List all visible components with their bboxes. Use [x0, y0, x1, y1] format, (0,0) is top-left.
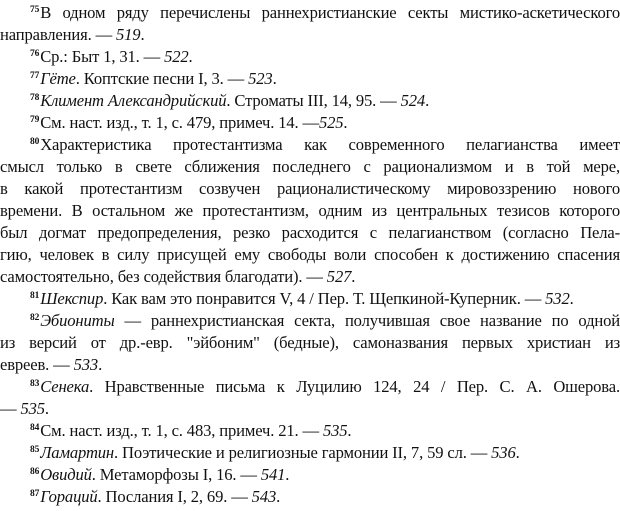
italic-text: 533: [73, 355, 99, 374]
text-segment: —: [0, 399, 21, 418]
italic-text: 535: [20, 399, 45, 418]
footnote-line: [0, 90, 620, 112]
footnote-number: 76: [30, 49, 40, 59]
text-segment: В одном ряду перечислены раннехристианские секты мистико-аскетического: [40, 3, 620, 22]
text-segment: .: [188, 47, 193, 66]
footnote-line: [0, 156, 620, 178]
footnote: [0, 486, 620, 508]
text-segment: . Послания I, 2, 69. —: [97, 487, 252, 506]
italic-text: 527: [326, 267, 352, 286]
footnote-line: [0, 288, 620, 310]
footnote-line: [0, 486, 620, 508]
text-segment: . Коптские песни I, 3. —: [75, 69, 249, 88]
italic-text: 522: [164, 47, 189, 66]
text-segment: времени. В остальном же протестантизм, одним из центральных тезисов которого: [0, 201, 620, 220]
text-segment: .: [285, 465, 290, 484]
text-segment: самостоятельно, без содействия благодати). —: [0, 267, 327, 286]
footnote: [0, 46, 620, 68]
footnote: [0, 442, 620, 464]
footnote-line: [0, 332, 620, 354]
text-segment: . Метаморфозы I, 16. —: [91, 465, 261, 484]
footnote-number: 81: [30, 291, 40, 301]
italic-text: Ламартин: [40, 443, 115, 462]
footnote: [0, 464, 620, 486]
italic-text: 541: [260, 465, 286, 484]
text-segment: гию, человек в силу присущей ему свободы воли способен к достижению спасения: [0, 245, 620, 264]
text-segment: .: [276, 487, 281, 506]
italic-text: Сенека: [40, 377, 90, 396]
footnote-number: 78: [30, 93, 40, 103]
text-segment: в какой протестантизм созвучен рационалистическому мировоззрению нового: [0, 179, 620, 198]
italic-text: Климент Александрийский: [40, 91, 227, 110]
footnote-line: [0, 112, 620, 134]
footnote-line: [0, 178, 620, 200]
italic-text: Гораций: [40, 487, 98, 506]
footnote-number: 80: [30, 137, 40, 147]
italic-text: Шекспир: [40, 289, 104, 308]
footnote-line: [0, 244, 620, 266]
footnote-number: 86: [30, 467, 40, 477]
footnote-number: 79: [30, 115, 40, 125]
footnote: [0, 112, 620, 134]
text-segment: .: [425, 91, 430, 110]
text-segment: из версий от др.-евр. "эйбоним" (бедные), самоназвания первых христиан из: [0, 333, 620, 352]
footnote-number: 75: [30, 5, 40, 15]
text-segment: См. наст. изд., т. 1, с. 479, примеч. 14. —: [40, 113, 319, 132]
text-segment: . Нравственные письма к Луцилию 124, 24 / Пер. С. А. Ошерова.: [89, 377, 620, 396]
footnote-number: 77: [30, 71, 40, 81]
text-segment: Характеристика протестантизма как современного пелагианства имеет: [40, 135, 620, 154]
footnote-line: [0, 376, 620, 398]
text-segment: .: [272, 69, 277, 88]
text-segment: .: [515, 443, 520, 462]
text-segment: . Поэтические и религиозные гармонии II, 7, 59 сл. —: [114, 443, 492, 462]
footnote: [0, 420, 620, 442]
italic-text: 519: [116, 25, 141, 44]
footnote-line: [0, 2, 620, 24]
footnote: [0, 288, 620, 310]
text-segment: смысл только в свете сближения последнего с рационализмом и в той мере,: [0, 157, 620, 176]
footnote: [0, 90, 620, 112]
footnote-line: [0, 200, 620, 222]
text-segment: .: [343, 113, 348, 132]
footnote: [0, 310, 620, 376]
footnote: [0, 134, 620, 288]
italic-text: 525: [318, 113, 344, 132]
footnote-number: 85: [30, 445, 40, 455]
text-segment: .: [569, 289, 574, 308]
footnote-number: 83: [30, 379, 40, 389]
footnote-line: [0, 354, 620, 376]
footnote-line: [0, 24, 620, 46]
footnote-number: 84: [30, 423, 40, 433]
footnote-line: [0, 398, 620, 420]
text-segment: См. наст. изд., т. 1, с. 483, примеч. 21. —: [40, 421, 323, 440]
text-segment: . Строматы III, 14, 95. —: [226, 91, 401, 110]
footnote: [0, 2, 620, 46]
text-segment: — раннехристианская секта, получившая свое название по одной: [114, 311, 620, 330]
footnote: [0, 68, 620, 90]
text-segment: .: [44, 399, 49, 418]
text-segment: был догмат предопределения, резко расходится с пелагианством (согласно Пела-: [0, 223, 620, 242]
text-segment: евреев. —: [0, 355, 74, 374]
text-segment: Ср.: Быт 1, 31. —: [40, 47, 165, 66]
footnote-line: [0, 310, 620, 332]
footnote: [0, 376, 620, 420]
footnote-line: [0, 68, 620, 90]
text-segment: .: [351, 267, 356, 286]
italic-text: Овидий: [40, 465, 92, 484]
footnote-line: [0, 134, 620, 156]
footnote-number: 87: [30, 489, 40, 499]
italic-text: Гёте: [40, 69, 76, 88]
footnote-line: [0, 464, 620, 486]
italic-text: 532: [545, 289, 570, 308]
italic-text: 524: [400, 91, 426, 110]
italic-text: 543: [251, 487, 277, 506]
text-segment: .: [347, 421, 352, 440]
footnote-line: [0, 442, 620, 464]
italic-text: 536: [491, 443, 516, 462]
text-segment: направления. —: [0, 25, 117, 44]
text-segment: . Как вам это понравится V, 4 / Пер. Т. Щепкиной-Куперник. —: [103, 289, 546, 308]
italic-text: 535: [322, 421, 348, 440]
text-segment: .: [98, 355, 103, 374]
footnote-line: [0, 420, 620, 442]
footnote-number: 82: [30, 313, 40, 323]
italic-text: Эбиониты: [40, 311, 115, 330]
footnote-line: [0, 222, 620, 244]
footnote-line: [0, 266, 620, 288]
text-segment: .: [140, 25, 145, 44]
italic-text: 523: [248, 69, 273, 88]
footnote-line: [0, 46, 620, 68]
